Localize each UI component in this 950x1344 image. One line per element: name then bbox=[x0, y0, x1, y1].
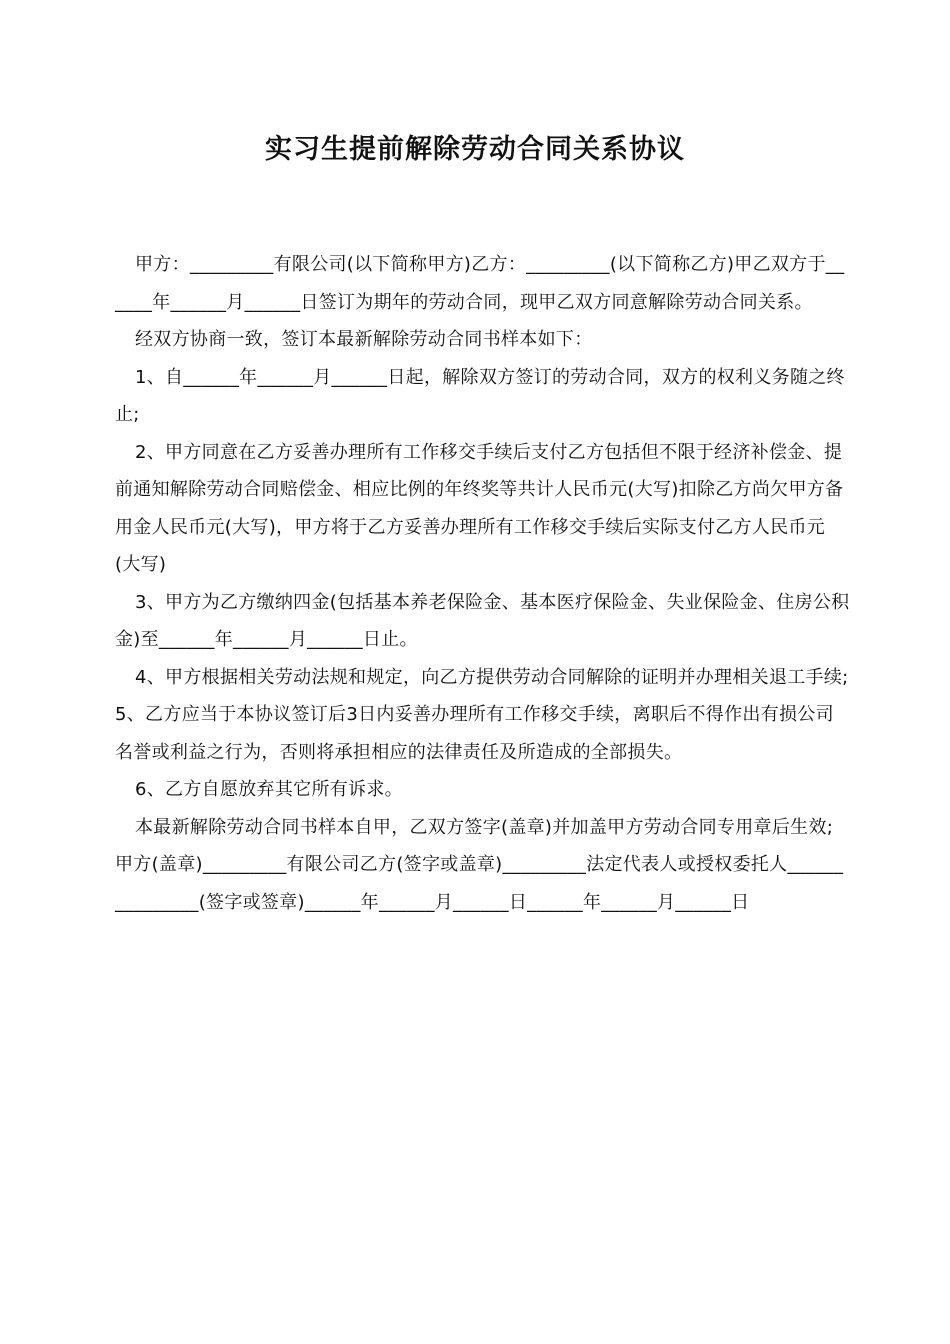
paragraph-signature: 本最新解除劳动合同书样本自甲，乙双方签字(盖章)并加盖甲方劳动合同专用章后生效;甲方(盖章)_________有限公司乙方(签字或盖章)_________法定代表人或授权委托人_______________(签字或签章)______年______月______日______年______月______日 bbox=[115, 816, 844, 913]
paragraph-clause-1: 1、自______年______月______日起，解除双方签订的劳动合同，双方的权利义务随之终止; bbox=[115, 366, 845, 425]
paragraph-clause-2: 2、甲方同意在乙方妥善办理所有工作移交手续后支付乙方包括但不限于经济补偿金、提前通知解除劳动合同赔偿金、相应比例的年终奖等共计人民币元(大写)扣除乙方尚欠甲方备用金人民币元(大写)，甲方将于乙方妥善办理所有工作移交手续后实际支付乙方人民币元(大写) bbox=[115, 441, 844, 575]
paragraph-clause-3: 3、甲方为乙方缴纳四金(包括基本养老保险金、基本医疗保险金、失业保险金、住房公积金)至______年______月______日止。 bbox=[115, 591, 850, 650]
document-body bbox=[115, 246, 850, 921]
paragraph-agreement-intro: 经双方协商一致，签订本最新解除劳动合同书样本如下： bbox=[135, 329, 593, 350]
paragraph-clause-6: 6、乙方自愿放弃其它所有诉求。 bbox=[135, 779, 403, 800]
paragraph-parties: 甲方：_________有限公司(以下简称甲方)乙方：_________(以下简称乙方)甲乙双方于______年______月______日签订为期年的劳动合同，现甲乙双方同意解除劳动合同关系。 bbox=[115, 254, 845, 313]
paragraph-clause-4-5: 4、甲方根据相关劳动法规和规定，向乙方提供劳动合同解除的证明并办理相关退工手续;5、乙方应当于本协议签订后3日内妥善办理所有工作移交手续，离职后不得作出有损公司名誉或利益之行为，否则将承担相应的法律责任及所造成的全部损失。 bbox=[115, 666, 849, 763]
document-title: 实习生提前解除劳动合同关系协议 bbox=[265, 134, 685, 165]
